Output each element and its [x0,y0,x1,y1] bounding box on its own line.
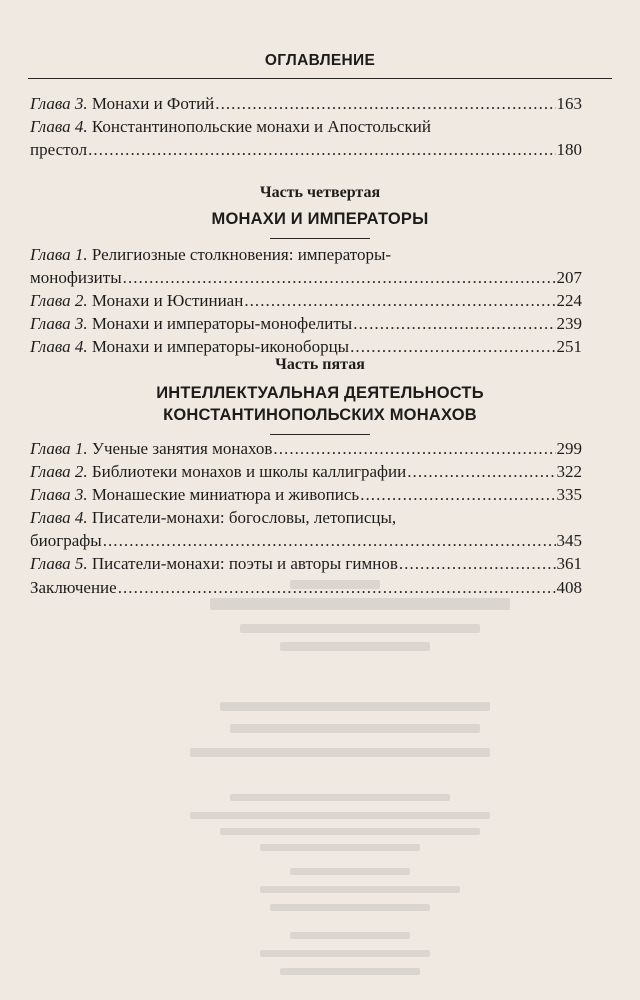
chapter-number: Глава 1. [30,245,88,264]
leader-dots [407,460,555,483]
part-title-line1: ИНТЕЛЛЕКТУАЛЬНАЯ ДЕЯТЕЛЬНОСТЬ [156,384,484,402]
page-number: 207 [556,268,582,287]
page-number: 224 [556,291,582,310]
toc-block-part5 [30,437,582,575]
page-number: 163 [556,94,582,113]
toc-entry [30,483,582,506]
toc-entry [30,506,582,552]
toc-entry [30,312,582,335]
divider-rule [270,238,370,239]
part-label: Часть пятая [275,356,365,373]
chapter-number: Глава 2. [30,291,88,310]
chapter-title-cont: престол [30,140,88,159]
leader-dots [273,437,555,460]
chapter-title-cont: биографы [30,531,102,550]
chapter-title: Монахи и императоры-монофелиты [91,314,353,333]
leader-dots [118,576,556,599]
chapter-title: Монахи и Юстиниан [91,291,244,310]
leader-dots [399,552,556,575]
page-number: 251 [556,337,582,356]
chapter-title: Монахи и Фотий [91,94,215,113]
divider-rule [270,434,370,435]
leader-dots [123,266,556,289]
page-number: 345 [556,531,582,550]
leader-dots [360,483,555,506]
page-number: 322 [556,462,582,481]
chapter-title-line: Глава 1. Религиозные столкновения: императоры- [30,245,392,264]
part-title-line2: КОНСТАНТИНОПОЛЬСКИХ МОНАХОВ [163,406,477,424]
part-label: Часть четвертая [259,184,381,201]
conclusion-label: Заключение [30,578,117,597]
chapter-number: Глава 3. [30,485,88,504]
toc-block-part4 [30,243,582,358]
chapter-title: Монашеские миниатюра и живопись [91,485,360,504]
chapter-title-line: Глава 4. Писатели-монахи: богословы, летописцы, [30,508,397,527]
toc-entry [30,460,582,483]
leader-dots [103,529,556,552]
chapter-title: Ученые занятия монахов [91,439,273,458]
chapter-number: Глава 4. [30,337,88,356]
part-title: МОНАХИ И ИМПЕРАТОРЫ [211,210,429,228]
toc-block-part3-tail [30,92,582,161]
chapter-title: Писатели-монахи: поэты и авторы гимнов [91,554,398,573]
leader-dots [244,289,555,312]
toc-entry [30,92,582,115]
leader-dots [88,138,555,161]
chapter-title: Библиотеки монахов и школы каллиграфии [91,462,407,481]
toc-entry [30,552,582,575]
leader-dots [350,335,555,358]
leader-dots [215,92,555,115]
page-header: ОГЛАВЛЕНИЕ [28,52,612,79]
page-number: 361 [556,554,582,573]
page-number: 239 [556,314,582,333]
toc-conclusion [30,576,582,599]
toc-entry [30,243,582,289]
page-number: 335 [556,485,582,504]
leader-dots [353,312,555,335]
chapter-title-line: Глава 4. Константинопольские монахи и Апостольский [30,117,431,136]
chapter-number: Глава 1. [30,439,88,458]
chapter-number: Глава 3. [30,94,88,113]
toc-entry [30,115,582,161]
chapter-number: Глава 4. [30,117,88,136]
chapter-title: Монахи и императоры-иконоборцы [91,337,350,356]
chapter-number: Глава 4. [30,508,88,527]
page-number: 299 [556,439,582,458]
chapter-title-cont: монофизиты [30,268,122,287]
bleed-through-texture [170,572,550,992]
chapter-number: Глава 3. [30,314,88,333]
toc-entry [30,437,582,460]
page-number: 180 [556,140,582,159]
chapter-number: Глава 5. [30,554,88,573]
toc-entry [30,289,582,312]
toc-entry [30,335,582,358]
page-number: 408 [556,578,582,597]
chapter-number: Глава 2. [30,462,88,481]
toc-entry [30,576,582,599]
